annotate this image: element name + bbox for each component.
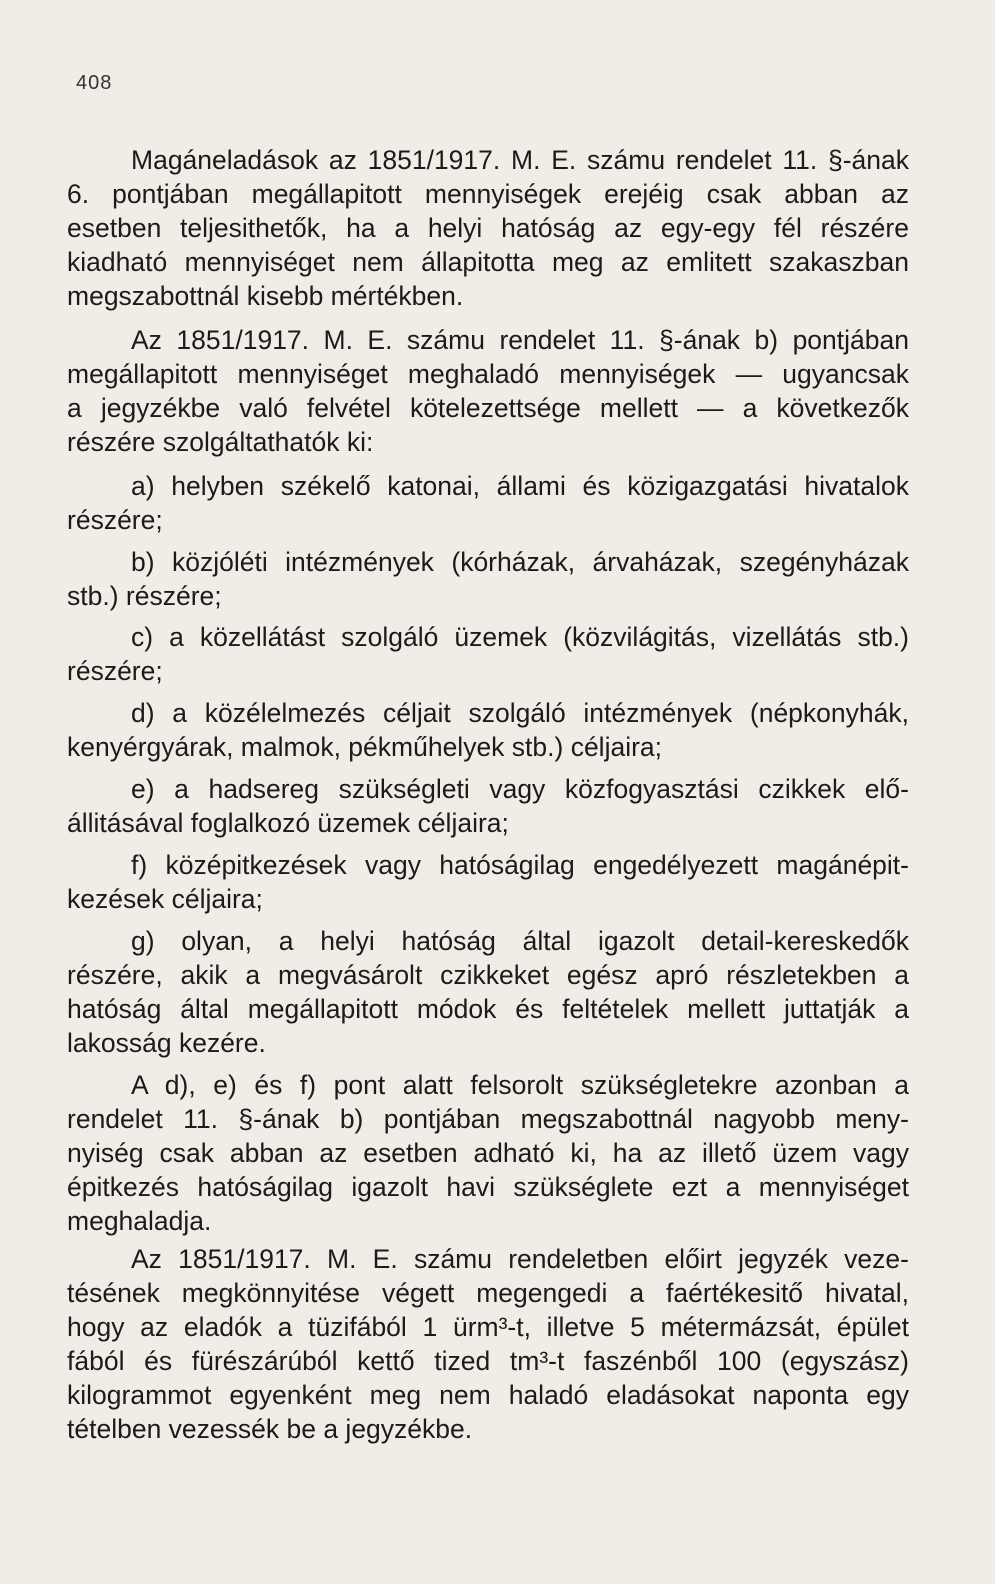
text-line: állitásával foglalkozó üzemek céljaira;	[67, 808, 509, 838]
text-line: a) helyben székelő katonai, állami és közigazgatási hivatalok	[131, 471, 909, 501]
text-line: kiadható mennyiséget nem állapitotta meg az emlitett szakaszban	[67, 247, 909, 277]
text-line: hatóság által megállapitott módok és feltételek mellett juttatják a	[67, 994, 909, 1024]
text-line: részére, akik a megvásárolt czikkeket egész apró részletekben a	[67, 960, 909, 990]
text-line: lakosság kezére.	[67, 1028, 266, 1058]
text-line: rendelet 11. §-ának b) pontjában megszabottnál nagyobb meny-	[67, 1104, 909, 1134]
text-line: meghaladja.	[67, 1206, 212, 1236]
text-line: f) középitkezések vagy hatóságilag engedélyezett magánépit-	[131, 850, 909, 880]
text-line: épitkezés hatóságilag igazolt havi szükséglete ezt a mennyiséget	[67, 1172, 909, 1202]
text-line: 6. pontjában megállapitott mennyiségek erejéig csak abban az	[67, 179, 909, 209]
text-line: kilogrammot egyenként meg nem haladó eladásokat naponta egy	[67, 1380, 909, 1410]
text-line: részére szolgáltathatók ki:	[67, 427, 374, 457]
text-line: a jegyzékbe való felvétel kötelezettsége mellett — a következők	[67, 393, 909, 423]
text-line: e) a hadsereg szükségleti vagy közfogyasztási czikkek elő-	[131, 774, 909, 804]
text-line: tésének megkönnyitése végett megengedi a faértékesitő hivatal,	[67, 1278, 909, 1308]
text-line: Az 1851/1917. M. E. számu rendeletben előirt jegyzék veze-	[131, 1244, 909, 1274]
text-line: tételben vezessék be a jegyzékbe.	[67, 1414, 473, 1444]
text-line: d) a közélelmezés céljait szolgáló intézmények (népkonyhák,	[131, 698, 909, 728]
text-line: hogy az eladók a tüzifából 1 ürm³-t, illetve 5 métermázsát, épület	[67, 1312, 909, 1342]
text-line: Magáneladások az 1851/1917. M. E. számu rendelet 11. §-ának	[131, 145, 909, 175]
text-line: c) a közellátást szolgáló üzemek (közvilágitás, vizellátás stb.)	[131, 622, 909, 652]
text-line: megszabottnál kisebb mértékben.	[67, 281, 464, 311]
text-line: Az 1851/1917. M. E. számu rendelet 11. §-ának b) pontjában	[131, 325, 909, 355]
text-line: g) olyan, a helyi hatóság által igazolt detail-kereskedők	[131, 926, 909, 956]
text-line: A d), e) és f) pont alatt felsorolt szükségletekre azonban a	[131, 1070, 909, 1100]
text-line: esetben teljesithetők, ha a helyi hatóság az egy-egy fél részére	[67, 213, 909, 243]
text-line: fából és fürészárúból kettő tized tm³-t faszénből 100 (egyszász)	[67, 1346, 909, 1376]
page-number: 408	[76, 72, 113, 94]
text-line: kezések céljaira;	[67, 884, 263, 914]
text-line: b) közjóléti intézmények (kórházak, árvaházak, szegényházak	[131, 547, 909, 577]
text-line: nyiség csak abban az esetben adható ki, ha az illető üzem vagy	[67, 1138, 909, 1168]
text-line: stb.) részére;	[67, 581, 222, 611]
text-line: kenyérgyárak, malmok, pékműhelyek stb.) céljaira;	[67, 732, 663, 762]
text-line: részére;	[67, 505, 163, 535]
text-line: részére;	[67, 656, 163, 686]
text-line: megállapitott mennyiséget meghaladó mennyiségek — ugyancsak	[67, 359, 909, 389]
